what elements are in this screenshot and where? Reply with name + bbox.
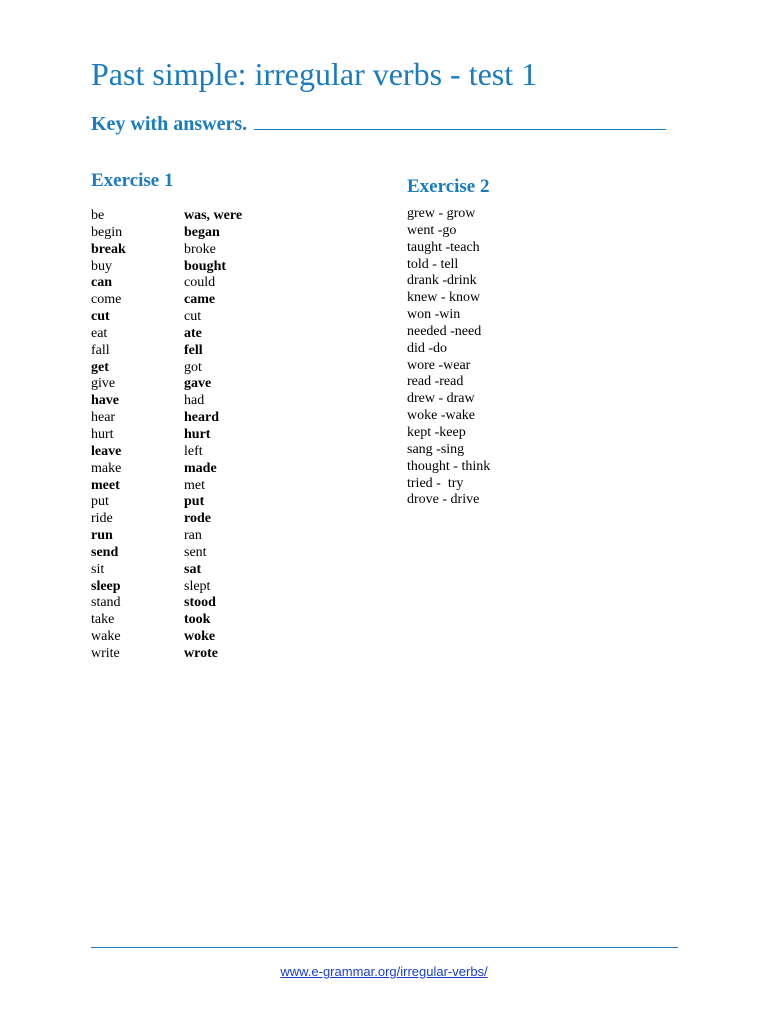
verb-row	[91, 225, 351, 242]
base-form: break	[91, 241, 126, 257]
base-form: put	[91, 494, 109, 510]
past-form: heard	[184, 410, 219, 426]
answer-row: kept -keep	[407, 424, 466, 440]
base-form: ride	[91, 511, 113, 527]
answer-row: told - tell	[407, 256, 459, 272]
base-form: write	[91, 645, 120, 661]
past-form: came	[184, 292, 216, 308]
past-form: met	[184, 477, 205, 493]
past-form: hurt	[184, 426, 211, 442]
page-subtitle	[91, 113, 666, 136]
past-form: sat	[184, 561, 202, 577]
answer-row: knew - know	[407, 290, 481, 306]
exercise-1-list	[91, 208, 351, 663]
subtitle-text: Key with answers.	[91, 113, 248, 135]
verb-row	[91, 444, 351, 461]
verb-row	[91, 511, 351, 528]
page-title: Past simple: irregular verbs - test 1	[91, 56, 538, 92]
verb-row	[91, 259, 351, 276]
past-form: put	[184, 494, 205, 510]
past-form: gave	[184, 376, 212, 392]
verb-row	[91, 461, 351, 478]
verb-row	[91, 646, 351, 663]
base-form: begin	[91, 224, 123, 240]
verb-row	[91, 292, 351, 309]
answer-row: wore -wear	[407, 357, 471, 373]
answer-row: taught -teach	[407, 239, 480, 255]
base-form: make	[91, 460, 122, 476]
footer-divider	[91, 947, 678, 948]
verb-row	[91, 629, 351, 646]
base-form: meet	[91, 477, 120, 493]
past-form: left	[184, 443, 203, 459]
base-form: come	[91, 292, 122, 308]
answer-row: grew - grow	[407, 206, 476, 221]
answer-row: did -do	[407, 340, 448, 356]
answer-row: woke -wake	[407, 408, 476, 424]
answer-line	[254, 128, 666, 130]
base-form: stand	[91, 595, 121, 611]
past-form: ate	[184, 325, 202, 341]
verb-row	[91, 376, 351, 393]
verb-row	[91, 562, 351, 579]
answer-row: thought - think	[407, 458, 491, 474]
past-form: wrote	[184, 645, 218, 661]
answer-row: went -go	[407, 222, 457, 238]
verb-row	[91, 612, 351, 629]
footer-link[interactable]: www.e-grammar.org/irregular-verbs/	[280, 964, 488, 979]
past-form: made	[184, 460, 217, 476]
base-form: get	[91, 359, 109, 375]
past-form: stood	[184, 595, 216, 611]
past-form: fell	[184, 342, 203, 358]
past-form: rode	[184, 511, 211, 527]
base-form: be	[91, 208, 105, 223]
verb-row	[91, 478, 351, 495]
verb-row	[91, 410, 351, 427]
verb-row	[91, 275, 351, 292]
exercise-1-heading: Exercise 1	[91, 170, 174, 191]
answer-row: needed -need	[407, 323, 482, 339]
verb-row	[91, 393, 351, 410]
verb-row	[91, 595, 351, 612]
base-form: hear	[91, 410, 116, 426]
past-form: took	[184, 612, 211, 628]
verb-row	[91, 208, 351, 225]
verb-row	[91, 309, 351, 326]
past-form: began	[184, 224, 220, 240]
base-form: run	[91, 528, 113, 544]
base-form: leave	[91, 443, 122, 459]
verb-row	[91, 427, 351, 444]
past-form: was, were	[184, 208, 243, 223]
past-form: slept	[184, 578, 211, 594]
base-form: can	[91, 275, 112, 291]
answer-row: tried - try	[407, 475, 464, 491]
base-form: wake	[91, 629, 121, 645]
answer-row: drank -drink	[407, 273, 477, 289]
base-form: have	[91, 393, 119, 409]
base-form: fall	[91, 342, 110, 358]
past-form: got	[184, 359, 202, 375]
base-form: send	[91, 544, 119, 560]
answer-row: won -win	[407, 307, 461, 323]
answer-row: read -read	[407, 374, 464, 390]
base-form: sleep	[91, 578, 121, 594]
base-form: eat	[91, 325, 108, 341]
verb-row	[91, 343, 351, 360]
past-form: cut	[184, 309, 202, 325]
verb-row	[91, 545, 351, 562]
past-form: ran	[184, 528, 202, 544]
past-form: could	[184, 275, 216, 291]
past-form: bought	[184, 258, 227, 274]
verb-row	[91, 494, 351, 511]
base-form: give	[91, 376, 116, 392]
verb-row	[91, 528, 351, 545]
answer-row: drove - drive	[407, 492, 480, 508]
exercise-2-heading: Exercise 2	[407, 176, 490, 197]
exercise-2-list	[407, 206, 490, 509]
verb-row	[91, 242, 351, 259]
base-form: sit	[91, 561, 105, 577]
base-form: take	[91, 612, 115, 628]
verb-row	[91, 579, 351, 596]
past-form: broke	[184, 241, 216, 257]
past-form: woke	[184, 629, 216, 645]
base-form: cut	[91, 309, 110, 325]
past-form: had	[184, 393, 205, 409]
verb-row	[91, 326, 351, 343]
base-form: hurt	[91, 426, 114, 442]
answer-row: drew - draw	[407, 391, 475, 407]
past-form: sent	[184, 544, 207, 560]
base-form: buy	[91, 258, 112, 274]
answer-row: sang -sing	[407, 441, 465, 457]
verb-row	[91, 360, 351, 377]
